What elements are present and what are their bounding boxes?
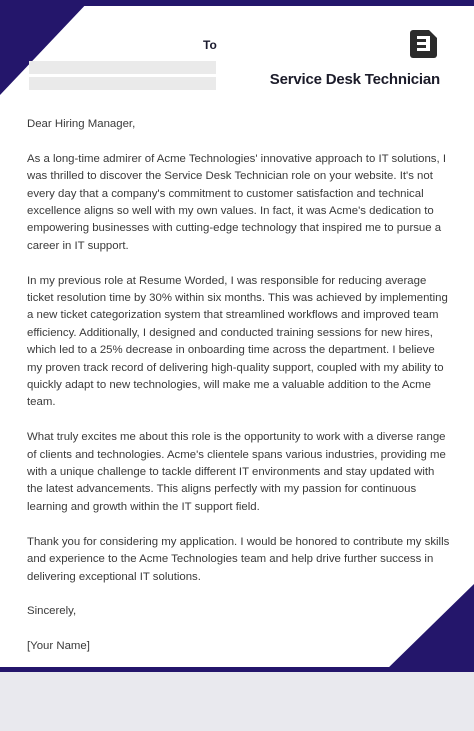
paragraph-intro: As a long-time admirer of Acme Technologies' innovative approach to IT solutions, I was thrilled to discover the Service Desk Technician role on your website. It's not every day that a company's commitment to customer satisfaction and technical excellence aligns so well with my own values. In fact, it was Acme's dedication to empowering businesses with cutting-edge technology that inspired me to pursue a career in IT support. <box>27 152 446 252</box>
document-icon <box>409 29 438 59</box>
recipient-address-placeholder <box>29 77 216 90</box>
bottom-accent-band <box>0 667 474 672</box>
paragraph-motivation: What truly excites me about this role is the opportunity to work with a diverse range of clients and technologies. Acme's clientele spans various industries, providing me with a unique challenge to tackle different IT environments and stay updated with the latest advancements. This aligns perfectly with my passion for continuous learning and growth within the IT support field. <box>27 431 446 513</box>
signature-name: [Your Name] <box>27 640 90 653</box>
bottom-right-corner-decoration <box>384 584 474 672</box>
page-footer-background <box>0 680 474 731</box>
paragraph-thanks: Thank you for considering my application. I would be honored to contribute my skills and experience to the Acme Technologies team and help drive further success in delivering exceptional IT solutions. <box>27 535 450 583</box>
job-title-heading: Service Desk Technician <box>269 71 440 88</box>
paragraph-experience: In my previous role at Resume Worded, I was responsible for reducing average ticket resolution time by 30% within six months. This was achieved by implementing a new ticket categorization system that streamlined workflows and improved team efficiency. Additionally, I designed and conducted training sessions for new hires, which led to a 25% decrease in onboarding time across the department. I believe my proven track record of delivering high-quality support, coupled with my ability to quickly adapt to new technologies, will make me a valuable addition to the Acme team. <box>27 274 448 409</box>
salutation: Dear Hiring Manager, <box>27 118 136 130</box>
recipient-to-label: To <box>203 38 217 52</box>
closing: Sincerely, <box>27 605 77 618</box>
recipient-name-placeholder <box>29 61 216 74</box>
